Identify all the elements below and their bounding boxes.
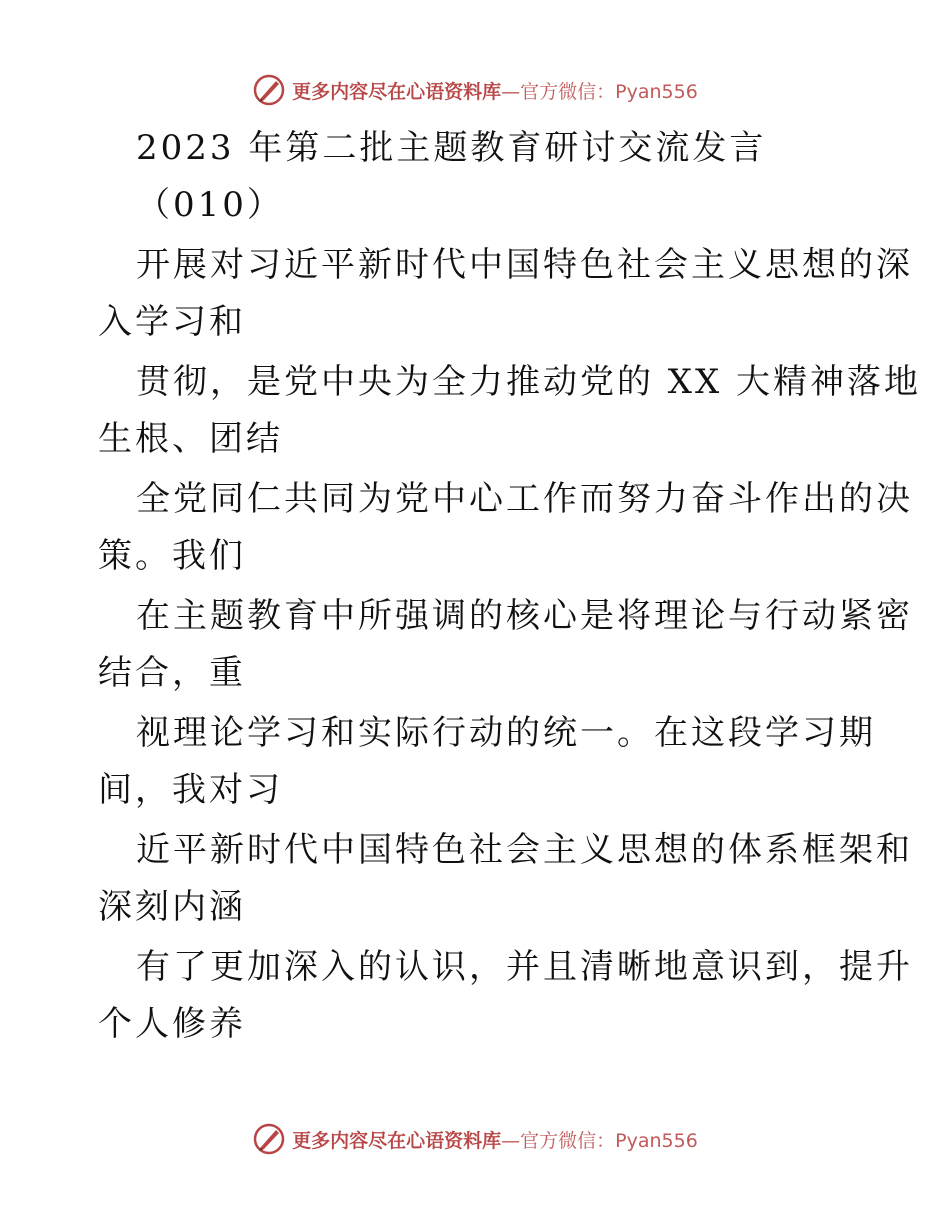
document-number: （010） xyxy=(136,185,284,225)
body-line: 深刻内涵 xyxy=(98,887,246,927)
watermark-text: 更多内容尽在心语资料库—官方微信：Pyan556 xyxy=(292,1129,698,1152)
body-line: 有了更加深入的认识，并且清晰地意识到，提升 xyxy=(136,947,913,987)
document-title: 2023 年第二批主题教育研讨交流发言 xyxy=(136,128,767,168)
body-line: 个人修养 xyxy=(98,1004,246,1044)
quill-logo-icon xyxy=(252,1122,286,1156)
body-line: 开展对习近平新时代中国特色社会主义思想的深 xyxy=(136,245,913,285)
body-line: 全党同仁共同为党中心工作而努力奋斗作出的决 xyxy=(136,479,913,519)
body-line: 策。我们 xyxy=(98,536,246,576)
body-line: 入学习和 xyxy=(98,302,246,342)
watermark-footer xyxy=(0,1119,950,1159)
quill-logo-icon xyxy=(252,73,286,107)
body-line: 在主题教育中所强调的核心是将理论与行动紧密 xyxy=(136,596,913,636)
body-line: 视理论学习和实际行动的统一。在这段学习期 xyxy=(136,713,876,753)
body-line: 贯彻，是党中央为全力推动党的 XX 大精神落地 xyxy=(136,362,922,402)
watermark-header xyxy=(0,70,950,110)
body-line: 近平新时代中国特色社会主义思想的体系框架和 xyxy=(136,830,913,870)
body-line: 间，我对习 xyxy=(98,770,283,810)
body-line: 生根、团结 xyxy=(98,419,283,459)
body-line: 结合，重 xyxy=(98,653,246,693)
watermark-text: 更多内容尽在心语资料库—官方微信：Pyan556 xyxy=(292,80,698,103)
